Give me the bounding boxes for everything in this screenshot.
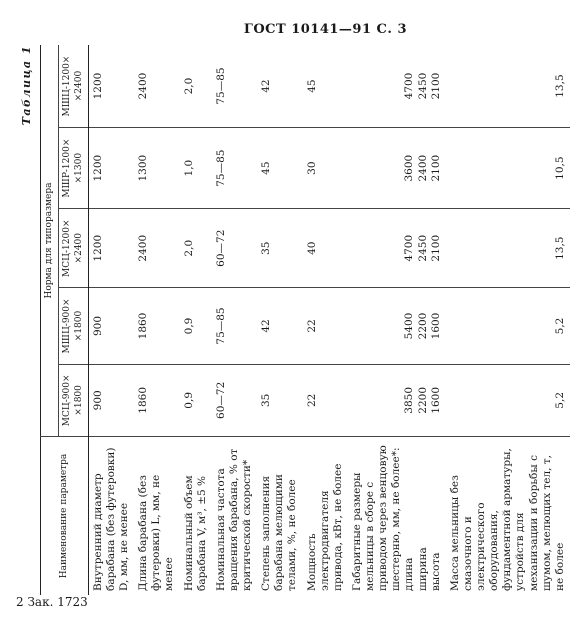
value-cell: 35 <box>257 209 302 288</box>
value-cell: 30 <box>303 128 348 209</box>
col-header: МШЦ-1200× ×2400 <box>59 45 89 128</box>
value-cell: 3600 2400 2100 <box>348 128 446 209</box>
value-cell: 40 <box>303 209 348 288</box>
table-row <box>348 45 446 595</box>
value-cell: 35 <box>257 364 302 436</box>
value-cell: 42 <box>257 288 302 364</box>
param-cell: Внутренний диаметр барабана (без футеровки) D, мм, не менее <box>91 447 130 591</box>
group-header: Норма для типоразмера <box>41 45 59 437</box>
value-cell: 75—85 <box>212 45 257 128</box>
value-cell: 1200 <box>88 45 134 128</box>
value-cell: 2,0 <box>180 209 212 288</box>
table-row <box>134 45 179 595</box>
table-row <box>180 45 212 595</box>
param-cell: Номинальная частота вращения барабана, % от критической скорости* <box>214 448 253 591</box>
value-cell: 1860 <box>134 364 179 436</box>
table-row <box>212 45 257 595</box>
value-cell: 42 <box>257 45 302 128</box>
value-cell: 13,5 <box>446 45 570 128</box>
col-header: МСЦ-900× ×1800 <box>59 364 89 436</box>
param-cell: Габаритные размеры мельницы в сборе с приводом через венцовую шестерню, мм, не более*: длина ширина высота <box>350 445 442 591</box>
value-cell: 5400 2200 1600 <box>348 288 446 364</box>
page-footer: 2 Зак. 1723 <box>16 595 88 609</box>
table-row <box>257 45 302 595</box>
param-header: Наименование параметра <box>41 437 89 596</box>
param-cell: Мощность электродвигателя привода, кВт, не более <box>305 463 344 591</box>
param-cell: Номинальный объем барабана V, м³, ±5 % <box>182 475 208 591</box>
value-cell: 5,2 <box>446 364 570 436</box>
value-cell: 45 <box>257 128 302 209</box>
table-row <box>88 45 134 595</box>
value-cell: 4700 2450 2100 <box>348 45 446 128</box>
col-header: МСЦ-1200× ×2400 <box>59 209 89 288</box>
table-row <box>303 45 348 595</box>
table-row <box>446 45 570 595</box>
value-cell: 4700 2450 2100 <box>348 209 446 288</box>
value-cell: 10,5 <box>446 128 570 209</box>
value-cell: 75—85 <box>212 128 257 209</box>
value-cell: 900 <box>88 288 134 364</box>
param-cell: Масса мельницы без смазочного и электрического оборудования, фундаментной арматуры, устройств для механизации и борьбы с шумом, мелющих тел, т, не более <box>448 448 566 591</box>
table-name: Таблица 1 <box>20 45 33 126</box>
value-cell: 5,2 <box>446 288 570 364</box>
value-cell: 1300 <box>134 128 179 209</box>
value-cell: 2,0 <box>180 45 212 128</box>
value-cell: 1200 <box>88 209 134 288</box>
value-cell: 0,9 <box>180 364 212 436</box>
value-cell: 60—72 <box>212 364 257 436</box>
value-cell: 75—85 <box>212 288 257 364</box>
param-cell: Длина барабана (без футеровки) L, мм, не менее <box>137 474 176 591</box>
value-cell: 1,0 <box>180 128 212 209</box>
value-cell: 13,5 <box>446 209 570 288</box>
page-header: ГОСТ 10141—91 С. 3 <box>243 22 407 37</box>
parameters-table <box>40 45 570 595</box>
col-header: МШР-1200× ×1300 <box>59 128 89 209</box>
value-cell: 2400 <box>134 45 179 128</box>
value-cell: 0,9 <box>180 288 212 364</box>
col-header: МШЦ-900× ×1800 <box>59 288 89 364</box>
value-cell: 22 <box>303 364 348 436</box>
value-cell: 1860 <box>134 288 179 364</box>
value-cell: 60—72 <box>212 209 257 288</box>
value-cell: 3850 2200 1600 <box>348 364 446 436</box>
value-cell: 22 <box>303 288 348 364</box>
value-cell: 45 <box>303 45 348 128</box>
value-cell: 2400 <box>134 209 179 288</box>
param-cell: Степень заполнения барабана мелющими телами, %, не более <box>260 474 299 591</box>
rotated-table-area <box>20 45 566 595</box>
value-cell: 900 <box>88 364 134 436</box>
value-cell: 1200 <box>88 128 134 209</box>
